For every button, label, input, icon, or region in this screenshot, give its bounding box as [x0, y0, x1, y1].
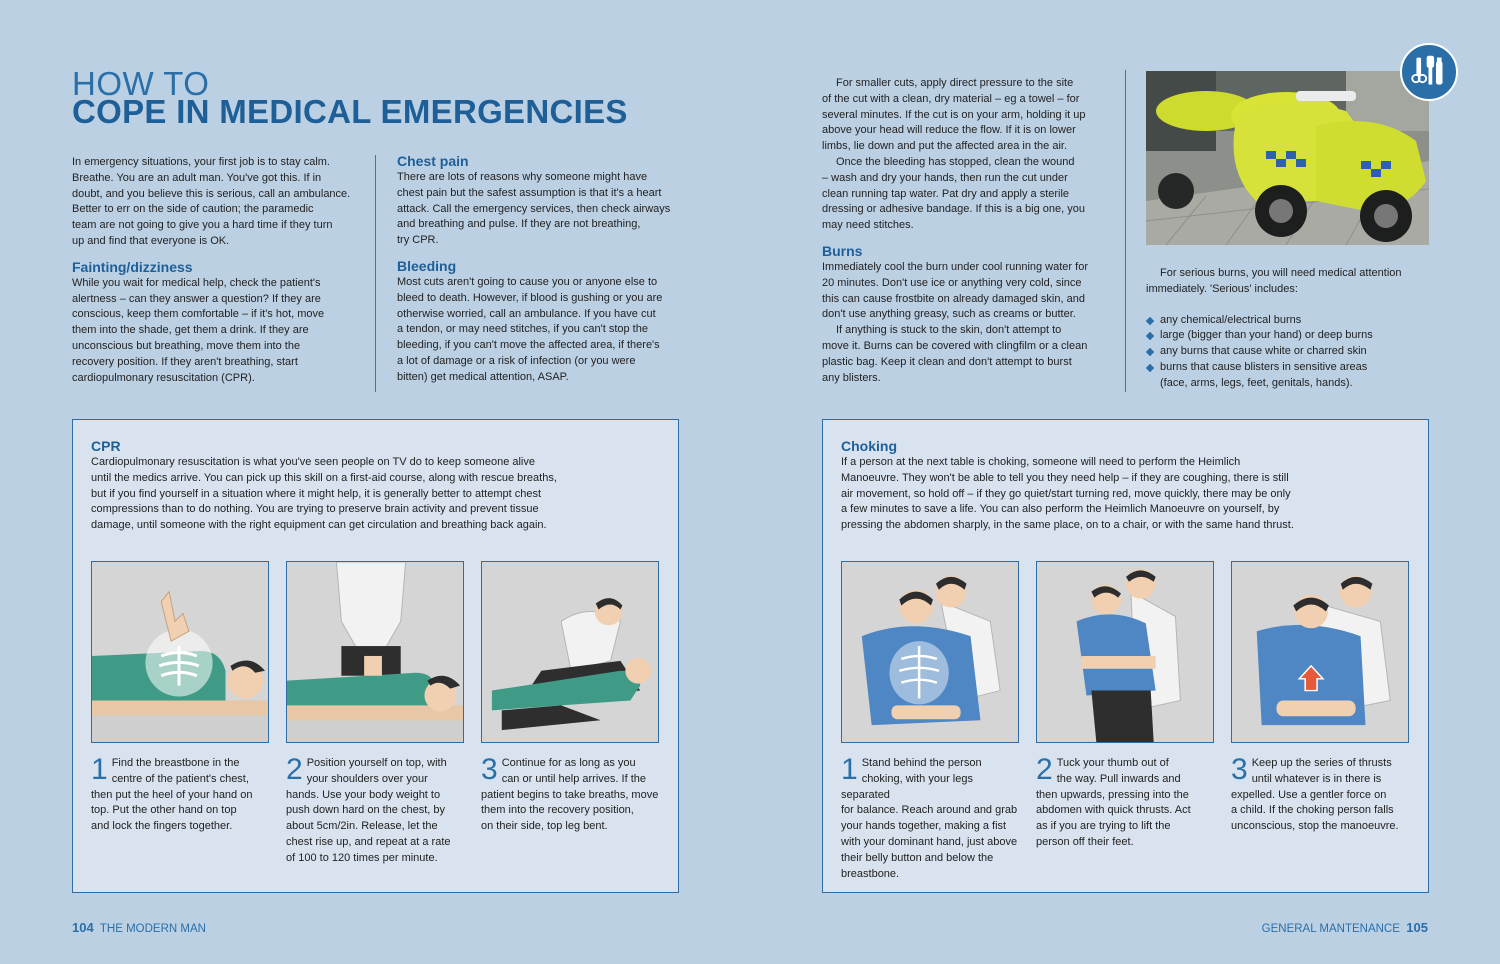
page-number-left: 104 [72, 920, 94, 935]
step-number: 2 [286, 753, 303, 786]
list-item: burns that cause blisters in sensitive areas [1146, 360, 1436, 376]
column-divider [375, 155, 376, 392]
footer-right [1262, 920, 1428, 935]
serious-burns-text: For serious burns, you will need medical attention immediately. 'Serious' includes: [1146, 267, 1402, 295]
bleeding-text: Most cuts aren't going to cause you or anyone else to bleed to death. However, if blood is gushing or you are otherwise worried, call an ambulance. If you have cut a tendon, or may need stitches, if you can't stop the bleeding, if you can't move the affected area, if there's a lot of damage or a risk of infection (or you were bitten) get medical attention, ASAP. [397, 275, 663, 383]
right-column-1 [822, 76, 1114, 386]
footer-right-label: GENERAL MANTENANCE [1261, 923, 1400, 935]
tools-icon [1400, 43, 1458, 101]
fainting-heading: Fainting/dizziness [72, 258, 193, 275]
step-number: 1 [841, 753, 858, 786]
list-item: any chemical/electrical burns [1146, 313, 1436, 329]
step-number: 2 [1036, 753, 1053, 786]
bleeding-heading: Bleeding [397, 257, 457, 274]
step-number: 3 [1231, 753, 1248, 786]
cpr-heading: CPR [91, 438, 121, 454]
choking-box [822, 419, 1429, 893]
cpr-step-3: 3 Continue for as long as you can or until help arrives. If the patient begins to take breaths, move them into the recovery position, on their side, top leg bent. [481, 753, 659, 833]
cpr-step-3-illustration [481, 561, 659, 743]
cpr-step-1: 1 Find the breastbone in the centre of the patient's chest, then put the heel of your hand on top. Put the other hand on top and lock the fingers together. [91, 753, 253, 833]
fainting-text: While you wait for medical help, check the patient's alertness – can they answer a question? If they are conscious, keep them comfortable – if it's hot, move them into the shade, get them a drink. If they are unconscious but breathing, move them into the recovery position. If they aren't breathing, start cardiopulmonary resuscitation (CPR). [72, 276, 325, 384]
page-title-line2: COPE IN MEDICAL EMERGENCIES [72, 93, 628, 130]
chest-text: There are lots of reasons why someone might have chest pain but the safest assumption is that it's a heart attack. Call the emergency services, then check airways and breathing and pulse. If they are not breathing, try CPR. [397, 171, 671, 247]
serious-burns [1146, 266, 1436, 392]
cuts-text: For smaller cuts, apply direct pressure to the site of the cut with a clean, dry material – eg a towel – for several minutes. If the cut is on your arm, holding it up above your head will reduce the flow. If it is on lower limbs, lie down and put the affected area in the air. Once the bleeding has stopped, clean the wound – wash and dry your hands, then run the cut under clean running tap water. Pat dry and apply a sterile dressing or adhesive bandage. If this is a big one, you may need stitches. [822, 77, 1086, 232]
left-column-2 [397, 153, 687, 386]
choking-step-2-illustration [1036, 561, 1214, 743]
footer-left-label: THE MODERN MAN [99, 923, 206, 935]
page-title-line1: HOW TO [72, 65, 210, 102]
choking-step-2: 2 Tuck your thumb out of the way. Pull inwards and then upwards, pressing into the abdomen with quick thrusts. Act as if you are trying to lift the person off their feet. [1036, 753, 1191, 848]
footer-left [72, 920, 206, 935]
serious-burns-list [1146, 313, 1436, 392]
choking-step-1-illustration [841, 561, 1019, 743]
list-item: any burns that cause white or charred skin [1146, 344, 1436, 360]
page-number-right: 105 [1406, 920, 1428, 935]
burns-text: Immediately cool the burn under cool running water for 20 minutes. Don't use ice or anything very cold, since this can cause frostbite on already damaged skin, and don't use anything greasy, such as creams or butter. If anything is stuck to the skin, don't attempt to move it. Burns can be covered with clingfilm or a clean plastic bag. Keep it clean and don't attempt to burst any blisters. [822, 260, 1088, 384]
choking-text: If a person at the next table is choking, someone will need to perform the Heimlich Manoeuvre. They won't be able to tell you they need help – if they are coughing, there is still air movement, so hold off – if they go quiet/start turning red, move quickly, there may be only a few minutes to save a life. You can also perform the Heimlich Manoeuvre on yourself, by pressing the abdomen sharply, in the same place, on to a chair, or with the same hand thrust. [841, 456, 1294, 532]
left-column-1 [72, 155, 362, 386]
burns-heading: Burns [822, 242, 863, 259]
step-number: 1 [91, 753, 108, 786]
cpr-step-2-illustration [286, 561, 464, 743]
cpr-step-1-illustration [91, 561, 269, 743]
choking-heading: Choking [841, 438, 897, 454]
bullet-icon [1146, 316, 1154, 324]
column-divider-right [1125, 70, 1126, 392]
choking-step-3-illustration [1231, 561, 1409, 743]
bullet-icon [1146, 332, 1154, 340]
bullet-icon [1146, 348, 1154, 356]
cpr-step-2: 2 Position yourself on top, with your shoulders over your hands. Use your body weight to push down hard on the chest, by about 5cm/2in. Release, let the chest rise up, and repeat at a rate of 100 to 120 times per minute. [286, 753, 451, 864]
chest-heading: Chest pain [397, 153, 469, 169]
intro-text: In emergency situations, your first job is to stay calm. Breathe. You are an adult man. You've got this. If in doubt, and you believe this is serious, call an ambulance. Better to err on the side of caution; the paramedic team are not going to give you a hard time if they turn up and find that everyone is OK. [72, 156, 351, 247]
paramedic-motorbikes-photo [1146, 71, 1429, 245]
step-number: 3 [481, 753, 498, 786]
list-item: large (bigger than your hand) or deep burns [1146, 328, 1436, 344]
choking-step-1: 1 Stand behind the person choking, with your legs separated for balance. Reach around and grab your hands together, making a fist with your dominant hand, just above their belly button and below the breastbone. [841, 753, 1018, 880]
list-item: (face, arms, legs, feet, genitals, hands). [1160, 376, 1353, 389]
cpr-text: Cardiopulmonary resuscitation is what you've seen people on TV do to keep someone alive until the medics arrive. You can pick up this skill on a first-aid course, along with rescue breaths, but if you find yourself in a situation where it might help, it is generally better to attempt chest compressions than to do nothing. You are trying to preserve brain activity and prevent tissue damage, until someone with the right equipment can get circulation and breathing back again. [91, 456, 557, 532]
choking-step-3: 3 Keep up the series of thrusts until whatever is in there is expelled. Use a gentler force on a child. If the choking person falls unconscious, stop the manoeuvre. [1231, 753, 1399, 833]
cpr-box [72, 419, 679, 893]
bullet-icon [1146, 364, 1154, 372]
